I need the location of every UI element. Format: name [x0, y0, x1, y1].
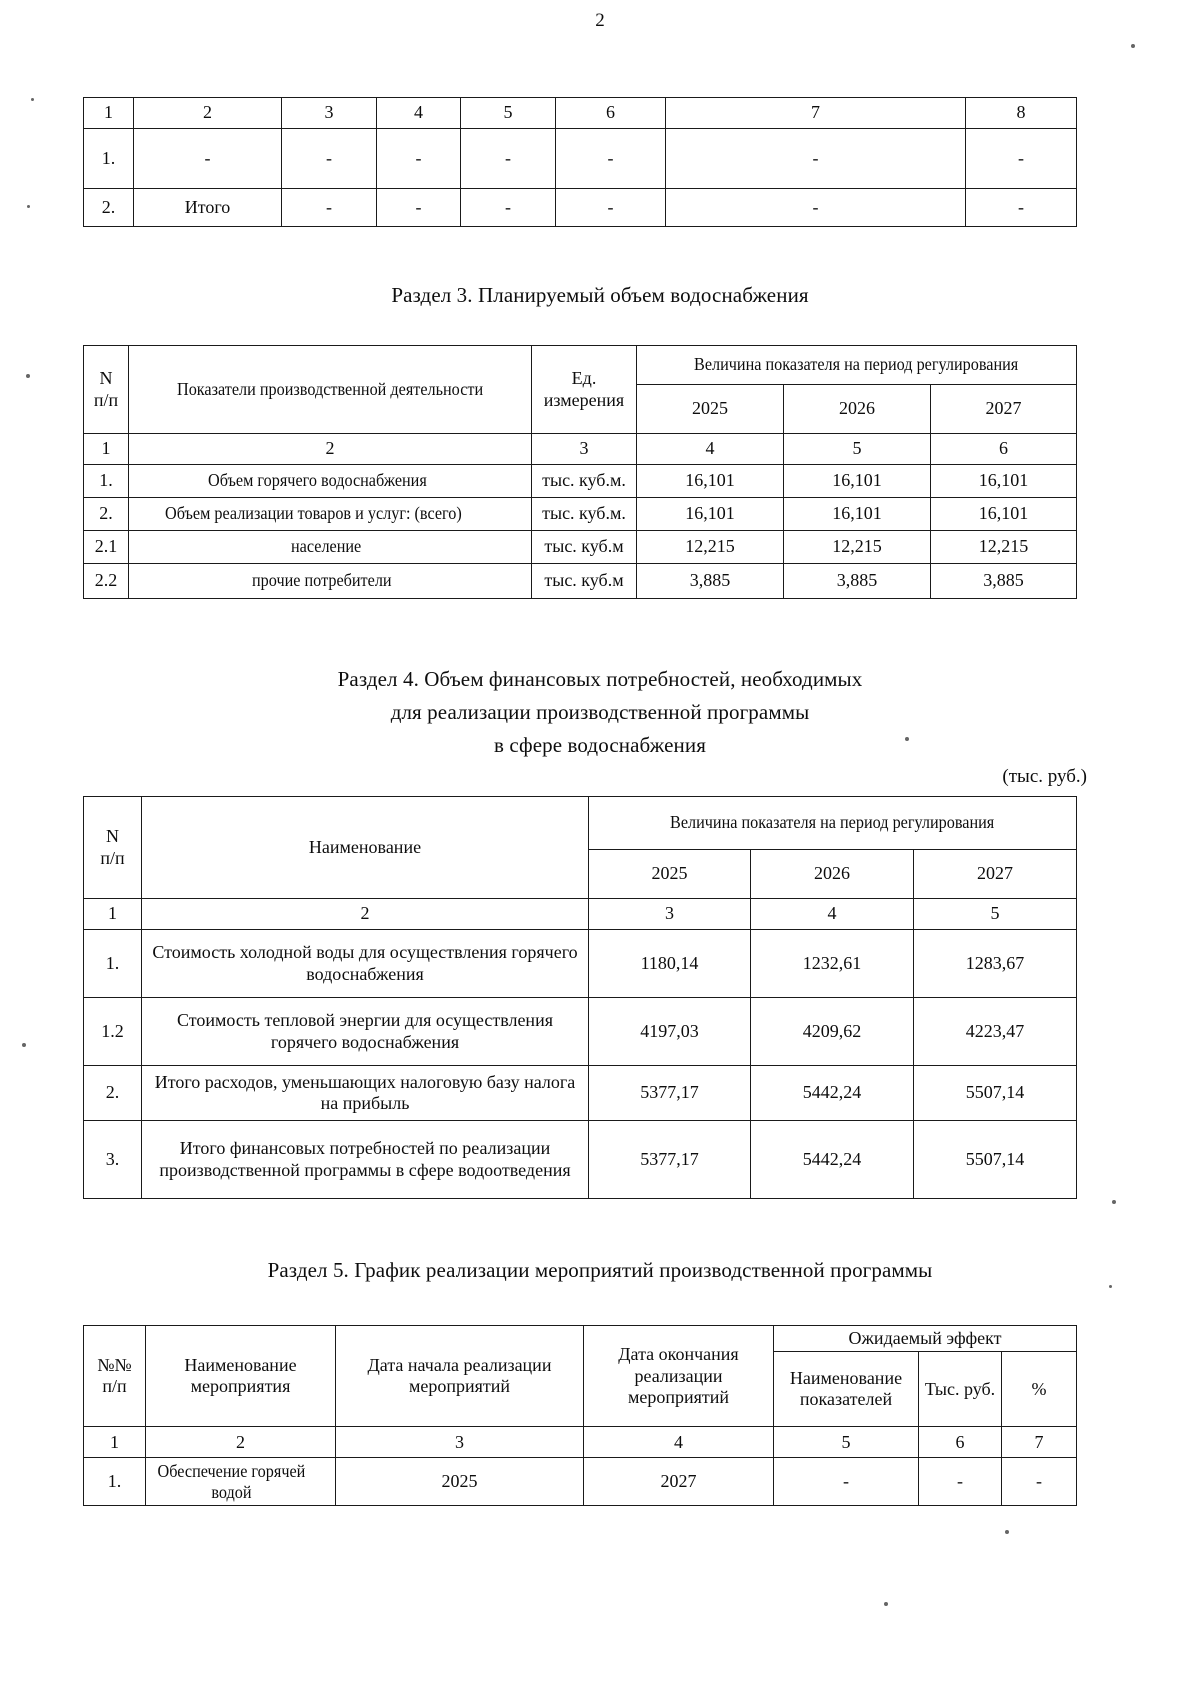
header-end-date: Дата окончания реализации мероприятий: [584, 1326, 774, 1427]
row-number: 2.: [84, 1066, 142, 1121]
row-unit: тыс. куб.м.: [532, 498, 637, 531]
row-value: 1283,67: [914, 930, 1077, 998]
row-unit: тыс. куб.м: [532, 531, 637, 564]
row-cell: -: [377, 129, 461, 189]
header-name: Наименование: [142, 797, 589, 899]
scan-speck: [22, 1043, 26, 1047]
header-expected-effect: Ожидаемый эффект: [774, 1326, 1077, 1352]
row-value: 16,101: [931, 465, 1077, 498]
column-number: 2: [146, 1427, 336, 1458]
table-continuation: [83, 97, 1077, 227]
row-value: 16,101: [784, 498, 931, 531]
header-activity-name: Наименование мероприятия: [146, 1326, 336, 1427]
row-value: 5507,14: [914, 1121, 1077, 1199]
table-header-row: [84, 1326, 1077, 1352]
header-indicators: Показатели производственной деятельности: [129, 346, 532, 434]
row-name: Объем горячего водоснабжения: [129, 465, 532, 498]
header-start-date: Дата начала реализации мероприятий: [336, 1326, 584, 1427]
column-number: 3: [532, 434, 637, 465]
row-number: 2.1: [84, 531, 129, 564]
header-year: 2026: [784, 385, 931, 434]
column-number: 1: [84, 1427, 146, 1458]
column-number: 3: [282, 98, 377, 129]
page-number: 2: [595, 10, 605, 31]
row-cell: -: [461, 189, 556, 227]
row-number: 1.: [84, 930, 142, 998]
row-value: 3,885: [784, 564, 931, 599]
column-number: 5: [784, 434, 931, 465]
column-number: 7: [1002, 1427, 1077, 1458]
scan-speck: [1112, 1200, 1116, 1204]
column-number: 4: [637, 434, 784, 465]
table-row-column-numbers: [84, 899, 1077, 930]
row-cell: -: [377, 189, 461, 227]
column-number: 5: [774, 1427, 919, 1458]
row-value: 4197,03: [589, 998, 751, 1066]
row-cell: -: [966, 129, 1077, 189]
row-number: 2.: [84, 498, 129, 531]
table-row-column-numbers: [84, 434, 1077, 465]
header-np: N п/п: [84, 346, 129, 434]
row-name: Стоимость тепловой энергии для осуществления горячего водоснабжения: [142, 998, 589, 1066]
header-year: 2025: [637, 385, 784, 434]
row-value: 3,885: [931, 564, 1077, 599]
header-period: Величина показателя на период регулирования: [637, 346, 1077, 385]
row-effect-name: -: [774, 1458, 919, 1506]
table-section3: [83, 345, 1077, 599]
table-row: [84, 129, 1077, 189]
row-number: 1.2: [84, 998, 142, 1066]
header-year: 2025: [589, 850, 751, 899]
column-number: 6: [919, 1427, 1002, 1458]
row-value: 12,215: [637, 531, 784, 564]
row-cell: -: [556, 189, 666, 227]
table-row-column-numbers: [84, 98, 1077, 129]
row-cell: -: [666, 189, 966, 227]
column-number: 7: [666, 98, 966, 129]
row-cell: -: [282, 189, 377, 227]
row-name: прочие потребители: [129, 564, 532, 599]
header-np: №№ п/п: [84, 1326, 146, 1427]
row-number: 2.2: [84, 564, 129, 599]
row-name: Итого расходов, уменьшающих налоговую базу налога на прибыль: [142, 1066, 589, 1121]
row-cell: -: [282, 129, 377, 189]
row-number: 1.: [84, 129, 134, 189]
row-number: 3.: [84, 1121, 142, 1199]
column-number: 6: [556, 98, 666, 129]
row-value: 16,101: [931, 498, 1077, 531]
scan-speck: [27, 205, 30, 208]
row-name: население: [129, 531, 532, 564]
table-row: [84, 564, 1077, 599]
row-value: 16,101: [784, 465, 931, 498]
table-row: [84, 930, 1077, 998]
row-end-date: 2027: [584, 1458, 774, 1506]
column-number: 8: [966, 98, 1077, 129]
row-unit: тыс. куб.м.: [532, 465, 637, 498]
row-value: 4209,62: [751, 998, 914, 1066]
row-activity-name: Обеспечение горячей водой: [146, 1458, 336, 1506]
header-effect-percent: %: [1002, 1352, 1077, 1427]
column-number: 4: [377, 98, 461, 129]
header-year: 2026: [751, 850, 914, 899]
row-cell: -: [556, 129, 666, 189]
row-cell: -: [966, 189, 1077, 227]
scan-speck: [31, 98, 34, 101]
row-effect-percent: -: [1002, 1458, 1077, 1506]
table-row: [84, 1458, 1077, 1506]
row-value: 5442,24: [751, 1121, 914, 1199]
table-row-column-numbers: [84, 1427, 1077, 1458]
header-effect-name: Наименование показателей: [774, 1352, 919, 1427]
table-row: [84, 465, 1077, 498]
row-cell: -: [461, 129, 556, 189]
column-number: 3: [336, 1427, 584, 1458]
column-number: 1: [84, 434, 129, 465]
scan-speck: [1109, 1285, 1112, 1288]
column-number: 1: [84, 98, 134, 129]
section5-title: Раздел 5. График реализации мероприятий производственной программы: [267, 1258, 933, 1282]
section4-title-line2: для реализации производственной программы: [390, 700, 810, 724]
header-year: 2027: [931, 385, 1077, 434]
row-cell: -: [666, 129, 966, 189]
table-header-row: [84, 346, 1077, 385]
row-value: 16,101: [637, 465, 784, 498]
column-number: 5: [914, 899, 1077, 930]
column-number: 6: [931, 434, 1077, 465]
scan-speck: [884, 1602, 888, 1606]
column-number: 5: [461, 98, 556, 129]
header-period: Величина показателя на период регулирования: [589, 797, 1077, 850]
scan-speck: [1005, 1530, 1009, 1534]
table-section4: [83, 796, 1077, 1199]
row-effect-money: -: [919, 1458, 1002, 1506]
column-number: 1: [84, 899, 142, 930]
row-value: 5507,14: [914, 1066, 1077, 1121]
header-unit: Ед. измерения: [532, 346, 637, 434]
section4-title-line1: Раздел 4. Объем финансовых потребностей, необходимых: [337, 667, 863, 691]
column-number: 4: [584, 1427, 774, 1458]
row-value: 5377,17: [589, 1121, 751, 1199]
table-section5: [83, 1325, 1077, 1506]
row-value: 12,215: [931, 531, 1077, 564]
row-name: -: [134, 129, 282, 189]
header-effect-money: Тыс. руб.: [919, 1352, 1002, 1427]
row-value: 1232,61: [751, 930, 914, 998]
column-number: 3: [589, 899, 751, 930]
row-value: 5442,24: [751, 1066, 914, 1121]
table-row: [84, 189, 1077, 227]
column-number: 2: [134, 98, 282, 129]
table-row: [84, 498, 1077, 531]
row-name: Стоимость холодной воды для осуществления горячего водоснабжения: [142, 930, 589, 998]
column-number: 2: [129, 434, 532, 465]
table-row: [84, 1121, 1077, 1199]
row-unit: тыс. куб.м: [532, 564, 637, 599]
row-number: 1.: [84, 465, 129, 498]
table-header-row: [84, 797, 1077, 850]
column-number: 4: [751, 899, 914, 930]
scan-speck: [26, 374, 30, 378]
section4-units-note: (тыс. руб.): [1002, 766, 1087, 787]
row-number: 1.: [84, 1458, 146, 1506]
section3-title: Раздел 3. Планируемый объем водоснабжения: [391, 283, 809, 307]
row-name: Объем реализации товаров и услуг: (всего): [129, 498, 532, 531]
row-value: 4223,47: [914, 998, 1077, 1066]
section4-title-line3: в сфере водоснабжения: [494, 733, 706, 757]
row-value: 1180,14: [589, 930, 751, 998]
table-row: [84, 998, 1077, 1066]
row-name: Итого: [134, 189, 282, 227]
row-start-date: 2025: [336, 1458, 584, 1506]
header-year: 2027: [914, 850, 1077, 899]
row-value: 3,885: [637, 564, 784, 599]
row-name: Итого финансовых потребностей по реализации производственной программы в сфере водоотведения: [142, 1121, 589, 1199]
row-value: 12,215: [784, 531, 931, 564]
header-np: N п/п: [84, 797, 142, 899]
row-number: 2.: [84, 189, 134, 227]
scan-speck: [1131, 44, 1135, 48]
table-row: [84, 1066, 1077, 1121]
table-row: [84, 531, 1077, 564]
row-value: 16,101: [637, 498, 784, 531]
column-number: 2: [142, 899, 589, 930]
row-value: 5377,17: [589, 1066, 751, 1121]
